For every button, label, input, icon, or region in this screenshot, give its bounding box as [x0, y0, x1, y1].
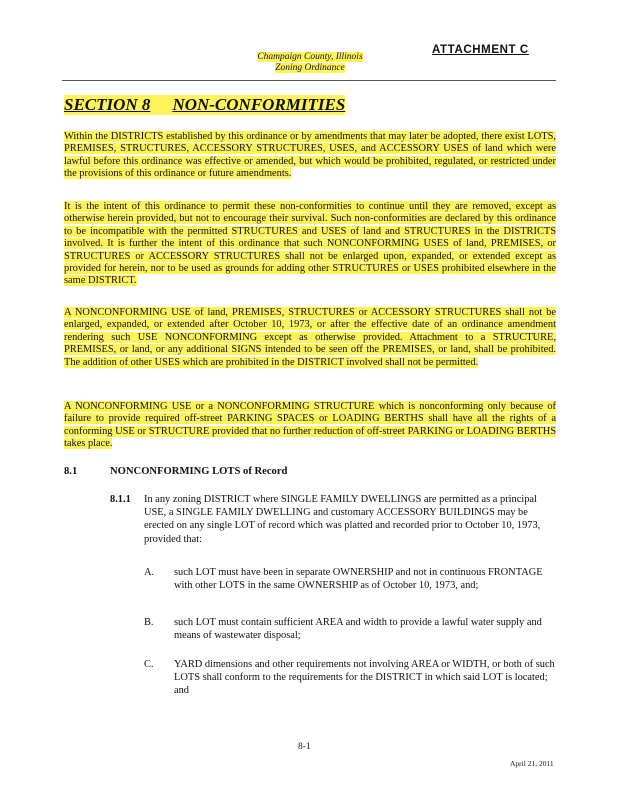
paragraph-2 [64, 201, 556, 288]
list-item-letter: B. [144, 617, 154, 628]
subsection-number: 8.1.1 [110, 494, 131, 505]
revision-date: April 21, 2011 [510, 759, 554, 768]
section-name: NON-CONFORMITIES [172, 95, 346, 114]
paragraph-text: It is the intent of this ordinance to permit these non-conformities to continue until they are removed, except as otherwise herein provided, but not to encourage their survival. Such non-conformities are declared by this ordinance to be incompatible with the permitted STRUCTURES and USES of land and STRUCTURES in the DISTRICTS involved. It is further the intent of this ordinance that such NONCONFORMING USES of land, PREMISES, or STRUCTURES or ACCESSORY STRUCTURES shall not be enlarged upon, expanded, or extended except as provided for herein, nor to be used as grounds for adding other STRUCTURES or USES prohibited elsewhere in the same DISTRICT. [64, 201, 556, 287]
list-item-c [144, 658, 558, 698]
paragraph-3 [64, 307, 556, 369]
subsection-8-1-1 [110, 493, 558, 546]
section-title [64, 95, 345, 115]
page-number: 8-1 [298, 742, 311, 752]
list-item-b [144, 616, 558, 642]
paragraph-4 [64, 401, 556, 451]
attachment-label: ATTACHMENT C [432, 44, 529, 56]
list-item-text: such LOT must contain sufficient AREA and width to provide a lawful water supply and means of wastewater disposal; [174, 617, 542, 642]
paragraph-text: A NONCONFORMING USE or a NONCONFORMING STRUCTURE which is nonconforming only because of failure to provide required off-street PARKING SPACES or LOADING BERTHS shall have all the rights of a conforming USE or STRUCTURE provided that no further reduction of off-street PARKING or LOADING BERTHS takes place. [64, 401, 556, 450]
header-county-name: Champaign County, Illinois [257, 52, 363, 62]
header-divider [62, 80, 556, 81]
subsection-number: 8.1 [64, 466, 78, 477]
subsection-heading-8-1 [64, 466, 287, 477]
subsection-title: NONCONFORMING LOTS of Record [110, 466, 288, 477]
list-item-a [144, 566, 558, 592]
subsection-text: In any zoning DISTRICT where SINGLE FAMILY DWELLINGS are permitted as a principal USE, a SINGLE FAMILY DWELLING and customary ACCESSORY BUILDINGS may be erected on any single LOT of record which was platted and recorded prior to October 10, 1973, provided that: [144, 494, 541, 545]
header-ordinance-name: Zoning Ordinance [275, 63, 345, 73]
section-number: SECTION 8 [64, 95, 151, 114]
paragraph-text: A NONCONFORMING USE of land, PREMISES, STRUCTURES or ACCESSORY STRUCTURES shall not be enlarged, expanded, or extended after October 10, 1973, or after the effective date of an ordinance amendment rendering such USE NONCONFORMING except as otherwise provided. Attachment to a STRUCTURE, PREMISES, or land, or any additional SIGNS intended to be seen off the PREMISES, or land, shall be prohibited. The addition of other USES which are prohibited in the DISTRICT involved shall not be permitted. [64, 307, 556, 368]
list-item-text: such LOT must have been in separate OWNERSHIP and not in continuous FRONTAGE with other LOTS in the same OWNERSHIP as of October 10, 1973, and; [174, 567, 543, 592]
list-item-letter: A. [144, 567, 155, 578]
paragraph-text: Within the DISTRICTS established by this ordinance or by amendments that may later be adopted, there exist LOTS, PREMISES, STRUCTURES, ACCESSORY STRUCTURES, USES, and ACCESSORY USES of land which were lawful before this ordinance was effective or amended, but which would be prohibited, regulated, or restricted under the provisions of this ordinance or future amendments. [64, 131, 556, 180]
paragraph-1 [64, 131, 556, 181]
header-county [252, 52, 368, 74]
list-item-text: YARD dimensions and other requirements not involving AREA or WIDTH, or both of such LOTS shall conform to the requirements for the DISTRICT in which said LOT is located; and [174, 659, 555, 697]
list-item-letter: C. [144, 659, 154, 670]
